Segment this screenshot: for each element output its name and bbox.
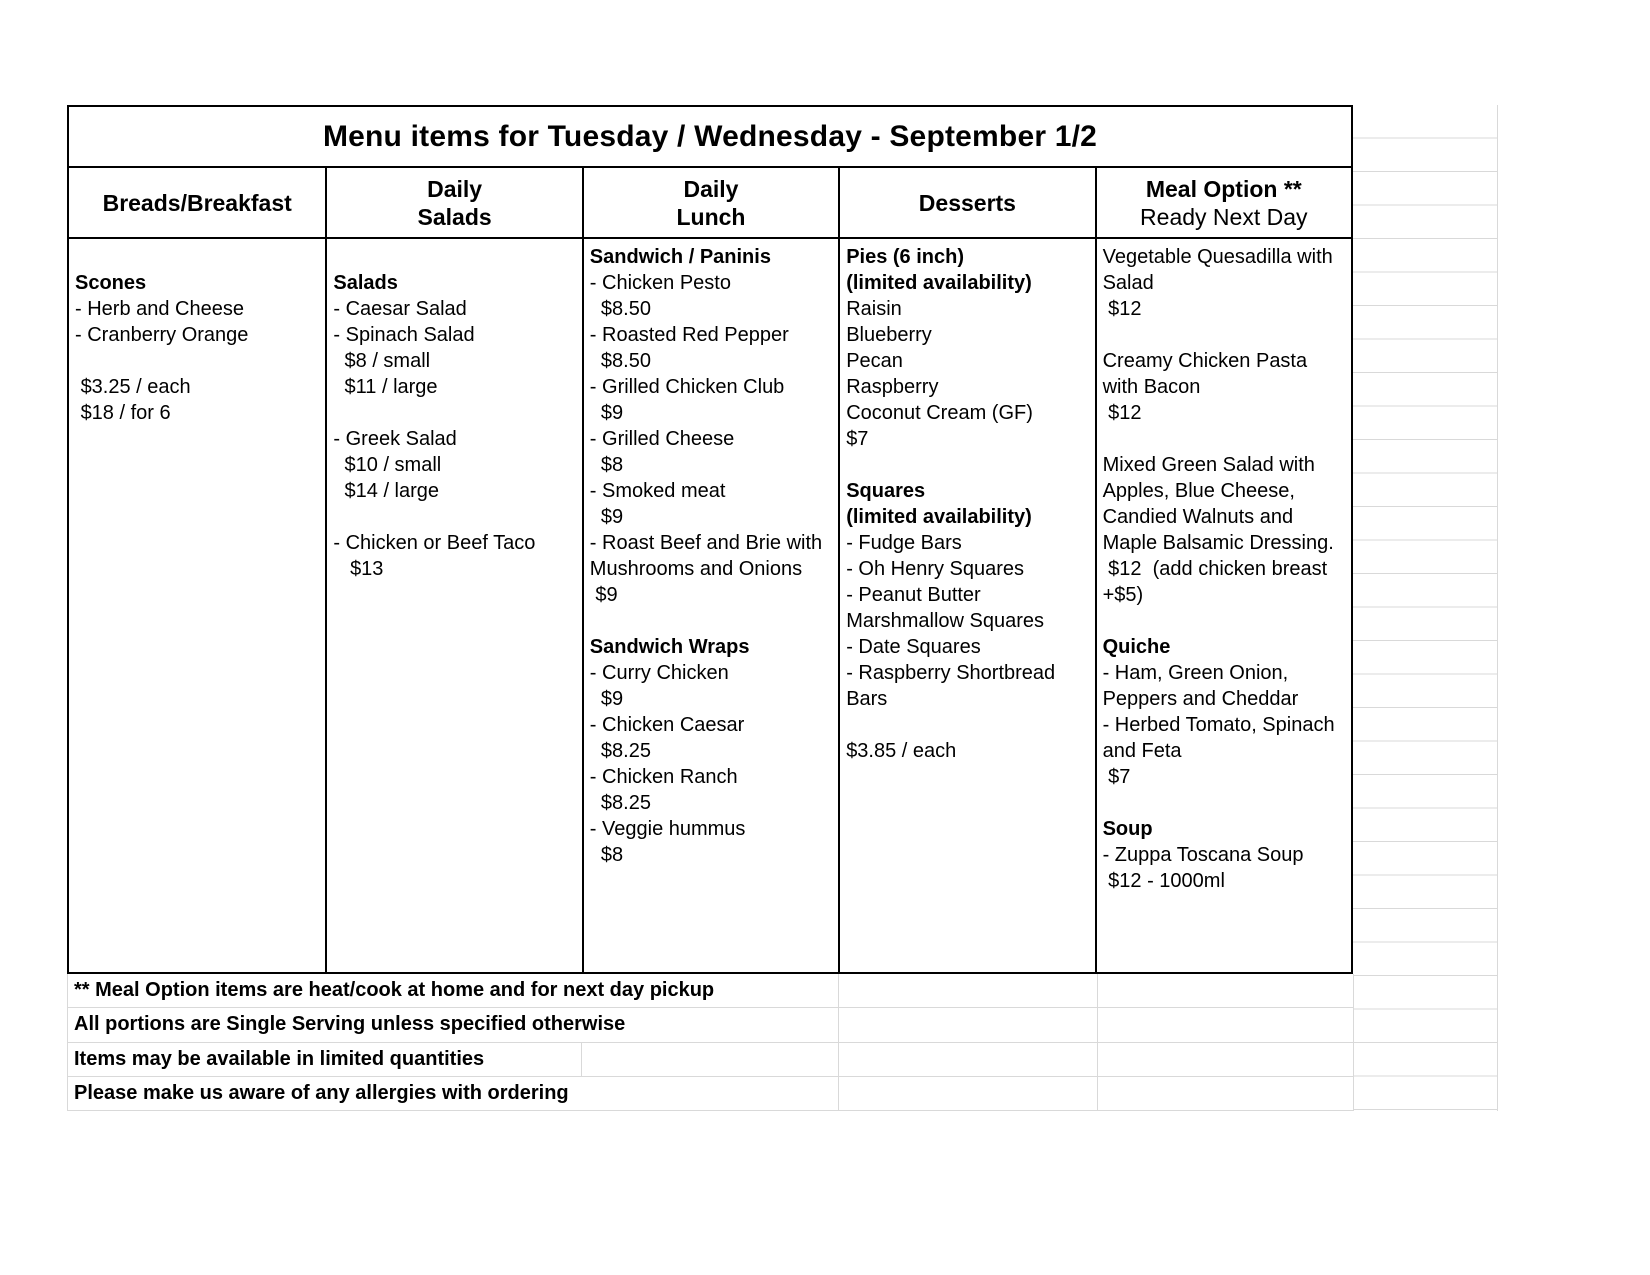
menu-line: - Cranberry Orange — [75, 324, 249, 346]
menu-line: $8.50 — [589, 298, 651, 320]
footnote-text: Items may be available in limited quantities — [74, 1047, 485, 1070]
menu-line: - Chicken Pesto — [589, 272, 731, 294]
menu-line: $18 / for 6 — [75, 402, 171, 424]
menu-heading-line: Lunch — [676, 203, 746, 230]
menu-line: - Caesar Salad — [333, 298, 467, 320]
gridline-vertical — [581, 1043, 582, 1077]
empty-spreadsheet-cells — [1353, 105, 1498, 1111]
menu-heading-line: Daily — [427, 175, 483, 202]
menu-heading-line: Salads — [417, 203, 492, 230]
menu-line — [1103, 426, 1346, 452]
menu-line: - Herbed Tomato, Spinach and Feta — [1102, 714, 1341, 762]
column-daily-salads — [325, 239, 581, 972]
menu-line — [75, 244, 320, 270]
menu-line: - Ham, Green Onion, Peppers and Cheddar — [1102, 662, 1299, 710]
menu-heading-line: Salads — [333, 272, 398, 294]
header-breads-breakfast — [69, 168, 325, 237]
menu-line — [75, 348, 320, 374]
footnote-row-meal-option — [68, 974, 1353, 1008]
gridline-vertical — [1097, 974, 1098, 1111]
column-breads-breakfast — [69, 239, 325, 972]
column-meal-option — [1095, 239, 1351, 972]
menu-line: Vegetable Quesadilla with Salad — [1102, 246, 1339, 294]
menu-table — [67, 105, 1353, 974]
menu-line: - Greek Salad — [333, 428, 457, 450]
footnote-text: ** Meal Option items are heat/cook at home and for next day pickup — [74, 979, 715, 1002]
menu-heading-line: Quiche — [1102, 636, 1171, 658]
menu-line: - Date Squares — [846, 636, 981, 658]
gridline-vertical — [838, 974, 839, 1111]
menu-line: $7 — [846, 428, 869, 450]
menu-line — [846, 712, 1089, 738]
menu-heading-line: (limited availability) — [846, 272, 1032, 294]
menu-line — [333, 504, 576, 530]
footnotes-section — [67, 974, 1353, 1111]
menu-line: - Curry Chicken — [589, 662, 729, 684]
menu-line: - Roasted Red Pepper — [589, 324, 789, 346]
header-meal-option — [1095, 168, 1351, 237]
menu-line: Ready Next Day — [1140, 203, 1308, 230]
menu-line: $11 / large — [333, 376, 438, 398]
menu-heading-line: Daily — [683, 175, 739, 202]
menu-heading-line: Sandwich Wraps — [589, 636, 750, 658]
menu-line: - Zuppa Toscana Soup — [1102, 844, 1304, 866]
menu-line: - Chicken or Beef Taco — [333, 532, 536, 554]
menu-line: Coconut Cream (GF) — [846, 402, 1033, 424]
menu-line: $12 (add chicken breast +$5) — [1102, 558, 1333, 606]
menu-line: $7 — [1102, 766, 1131, 788]
menu-line: $8.25 — [589, 792, 651, 814]
menu-line: $8.25 — [589, 740, 651, 762]
footnote-row-allergies — [68, 1077, 1353, 1111]
menu-heading-line: Sandwich / Paninis — [589, 246, 771, 268]
menu-line: - Grilled Chicken Club — [589, 376, 785, 398]
menu-line — [1103, 322, 1346, 348]
body-row — [69, 239, 1351, 972]
menu-line — [846, 452, 1089, 478]
menu-heading-line: (limited availability) — [846, 506, 1032, 528]
menu-line: $8 — [589, 454, 624, 476]
menu-line: $8.50 — [589, 350, 651, 372]
menu-line — [1103, 790, 1346, 816]
menu-line: $13 — [333, 558, 384, 580]
header-row — [69, 168, 1351, 239]
menu-line: $9 — [589, 584, 618, 606]
menu-line: $8 / small — [333, 350, 431, 372]
menu-line: $3.25 / each — [75, 376, 191, 398]
menu-line: $14 / large — [333, 480, 440, 502]
menu-line — [333, 400, 576, 426]
menu-line: - Raspberry Shortbread Bars — [846, 662, 1061, 710]
menu-line: $10 / small — [333, 454, 442, 476]
menu-line: $3.85 / each — [846, 740, 957, 762]
menu-line: - Oh Henry Squares — [846, 558, 1025, 580]
menu-heading-line: Desserts — [918, 189, 1016, 216]
menu-line: Creamy Chicken Pasta with Bacon — [1102, 350, 1313, 398]
column-daily-lunch — [582, 239, 838, 972]
menu-line: $8 — [589, 844, 624, 866]
menu-line: Raspberry — [846, 376, 939, 398]
menu-line: $12 - 1000ml — [1102, 870, 1225, 892]
title-row — [69, 107, 1351, 168]
menu-line: Raisin — [846, 298, 902, 320]
menu-line: - Grilled Cheese — [589, 428, 735, 450]
header-daily-salads — [325, 168, 581, 237]
menu-heading-line: Pies (6 inch) — [846, 246, 964, 268]
column-desserts — [838, 239, 1094, 972]
menu-heading-line: Soup — [1102, 818, 1153, 840]
menu-line — [333, 244, 576, 270]
header-desserts — [838, 168, 1094, 237]
menu-line: Pecan — [846, 350, 903, 372]
menu-line: - Roast Beef and Brie with Mushrooms and Onions — [589, 532, 828, 580]
menu-line: Mixed Green Salad with Apples, Blue Cheese, Candied Walnuts and Maple Balsamic Dressing. — [1102, 454, 1334, 554]
menu-line: - Veggie hummus — [589, 818, 746, 840]
menu-heading-line: Breads/Breakfast — [102, 189, 292, 216]
menu-heading-line: Meal Option ** — [1145, 175, 1302, 202]
page-title: Menu items for Tuesday / Wednesday - September 1/2 — [322, 119, 1098, 153]
menu-line — [1103, 608, 1346, 634]
header-daily-lunch — [582, 168, 838, 237]
menu-line: $9 — [589, 688, 624, 710]
menu-heading-line: Scones — [75, 272, 147, 294]
menu-line: - Spinach Salad — [333, 324, 475, 346]
footnote-text: Please make us aware of any allergies with ordering — [74, 1081, 569, 1104]
menu-line: Blueberry — [846, 324, 932, 346]
menu-line: - Peanut Butter Marshmallow Squares — [846, 584, 1045, 632]
menu-line: $12 — [1102, 298, 1142, 320]
menu-line — [590, 608, 833, 634]
menu-line: - Herb and Cheese — [75, 298, 244, 320]
menu-heading-line: Squares — [846, 480, 926, 502]
menu-line: $9 — [589, 402, 624, 424]
menu-line: - Fudge Bars — [846, 532, 962, 554]
menu-line: - Chicken Ranch — [589, 766, 738, 788]
footnote-row-portions — [68, 1008, 1353, 1042]
menu-line: $12 — [1102, 402, 1142, 424]
footnote-row-quantities — [68, 1043, 1353, 1077]
menu-line: $9 — [589, 506, 624, 528]
menu-line: - Smoked meat — [589, 480, 726, 502]
footnote-text: All portions are Single Serving unless specified otherwise — [74, 1013, 626, 1036]
menu-line: - Chicken Caesar — [589, 714, 745, 736]
